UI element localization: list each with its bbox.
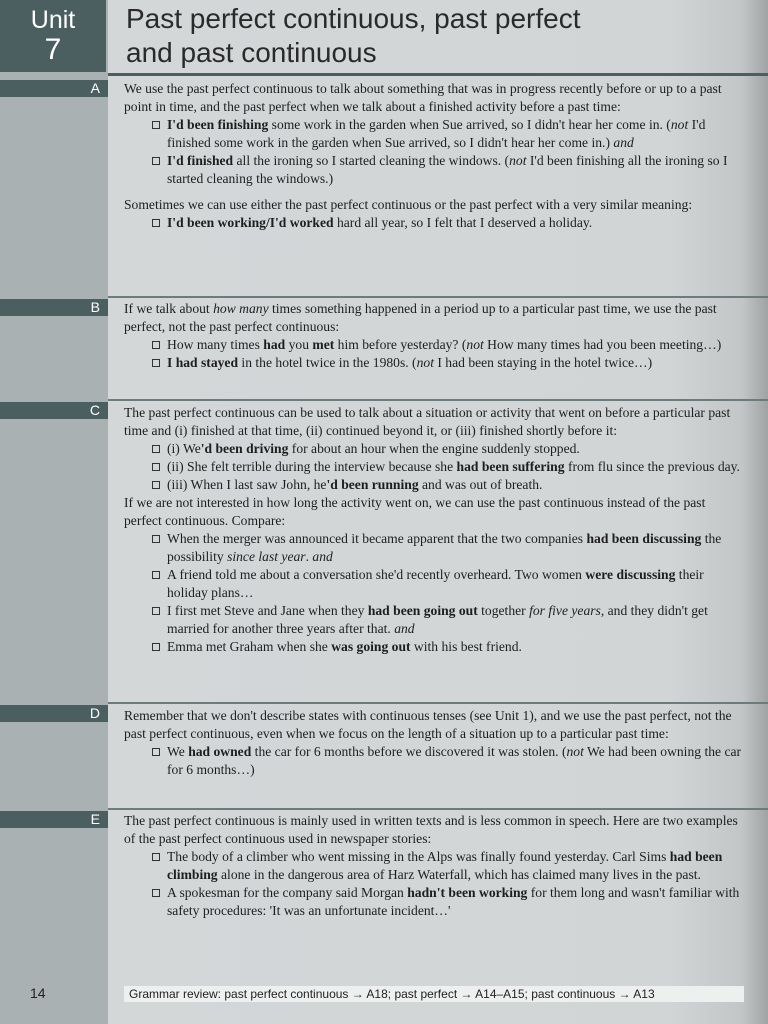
section-a-note: Sometimes we can use either the past perfect continuous or the past perfect with a very similar meaning: <box>124 197 693 212</box>
section-e <box>124 812 744 920</box>
grammar-review-link: Grammar review: past perfect continuous → A18; past perfect → A14–A15; past continuous → A13 <box>124 986 744 1002</box>
section-c-marker: C <box>0 402 108 419</box>
section-d-intro: Remember that we don't describe states with continuous tenses (see Unit 1), and we use the past perfect, not the past perfect continuous, even when we focus on the length of a situation up to a particular past time: <box>124 708 732 741</box>
section-divider <box>108 702 768 704</box>
section-a-intro: We use the past perfect continuous to talk about something that was in progress recently before or up to a past point in time, and the past perfect when we talk about a finished activity before a past time: <box>124 81 722 114</box>
section-e-intro: The past perfect continuous is mainly used in written texts and is less common in speech. Here are two examples of the past perfect continuous used in newspaper stories: <box>124 813 738 846</box>
example-c6: I first met Steve and Jane when they had been going out together for five years, and they didn't get married for another three years after that. and <box>167 602 744 638</box>
unit-badge <box>0 0 106 72</box>
section-b-marker: B <box>0 299 108 316</box>
example-c7: Emma met Graham when she was going out with his best friend. <box>167 638 744 656</box>
section-a-marker: A <box>0 80 108 97</box>
page-number: 14 <box>30 985 46 1001</box>
example-b1: How many times had you met him before yesterday? (not How many times had you been meeting…) <box>167 336 744 354</box>
example-d1: We had owned the car for 6 months before we discovered it was stolen. (not We had been owning the car for 6 months…) <box>167 743 744 779</box>
section-c-intro: The past perfect continuous can be used to talk about a situation or activity that went on before a particular past time and (i) finished at that time, (ii) continued beyond it, or (iii) finished shortly before it: <box>124 405 731 438</box>
section-c <box>124 404 744 656</box>
example-c5: A friend told me about a conversation she'd recently overheard. Two women were discussing their holiday plans… <box>167 566 744 602</box>
example-c3: (iii) When I last saw John, he'd been running and was out of breath. <box>167 476 744 494</box>
section-a <box>124 80 744 232</box>
example-a2: I'd finished all the ironing so I started cleaning the windows. (not I'd been finishing all the ironing so I started cleaning the windows.) <box>167 152 744 188</box>
example-c2: (ii) She felt terrible during the interview because she had been suffering from flu since the previous day. <box>167 458 744 476</box>
section-divider <box>108 808 768 810</box>
section-divider <box>108 296 768 298</box>
example-c1: (i) We'd been driving for about an hour when the engine suddenly stopped. <box>167 440 744 458</box>
example-c4: When the merger was announced it became apparent that the two companies had been discussing the possibility since last year. and <box>167 530 744 566</box>
example-a1: I'd been finishing some work in the garden when Sue arrived, so I didn't hear her come in. (not I'd finished some work in the garden when Sue arrived, so I didn't hear her come in.) and <box>167 116 744 152</box>
section-d <box>124 707 744 779</box>
example-e1: The body of a climber who went missing in the Alps was finally found yesterday. Carl Sims had been climbing alone in the dangerous area of Harz Waterfall, which has claimed many lives in the past. <box>167 848 744 884</box>
sidebar <box>0 0 108 1024</box>
unit-label: Unit <box>30 6 76 34</box>
section-b <box>124 300 744 372</box>
page-title <box>126 2 756 70</box>
unit-number: 7 <box>44 33 62 66</box>
section-e-marker: E <box>0 811 108 828</box>
title-line-1: Past perfect continuous, past perfect <box>126 3 581 34</box>
title-line-2: and past continuous <box>126 37 377 68</box>
header-rule <box>108 73 768 76</box>
section-d-marker: D <box>0 705 108 722</box>
section-divider <box>108 399 768 401</box>
section-c-compare: If we are not interested in how long the activity went on, we can use the past continuous instead of the past perfect continuous. Compare: <box>124 495 706 528</box>
example-b2: I had stayed in the hotel twice in the 1980s. (not I had been staying in the hotel twice…) <box>167 354 744 372</box>
example-e2: A spokesman for the company said Morgan hadn't been working for them long and wasn't familiar with safety procedures: 'It was an unfortunate incident…' <box>167 884 744 920</box>
example-a3: I'd been working/I'd worked hard all year, so I felt that I deserved a holiday. <box>167 214 744 232</box>
section-b-intro: If we talk about how many times something happened in a period up to a particular past time, we use the past perfect, not the past perfect continuous: <box>124 301 717 334</box>
